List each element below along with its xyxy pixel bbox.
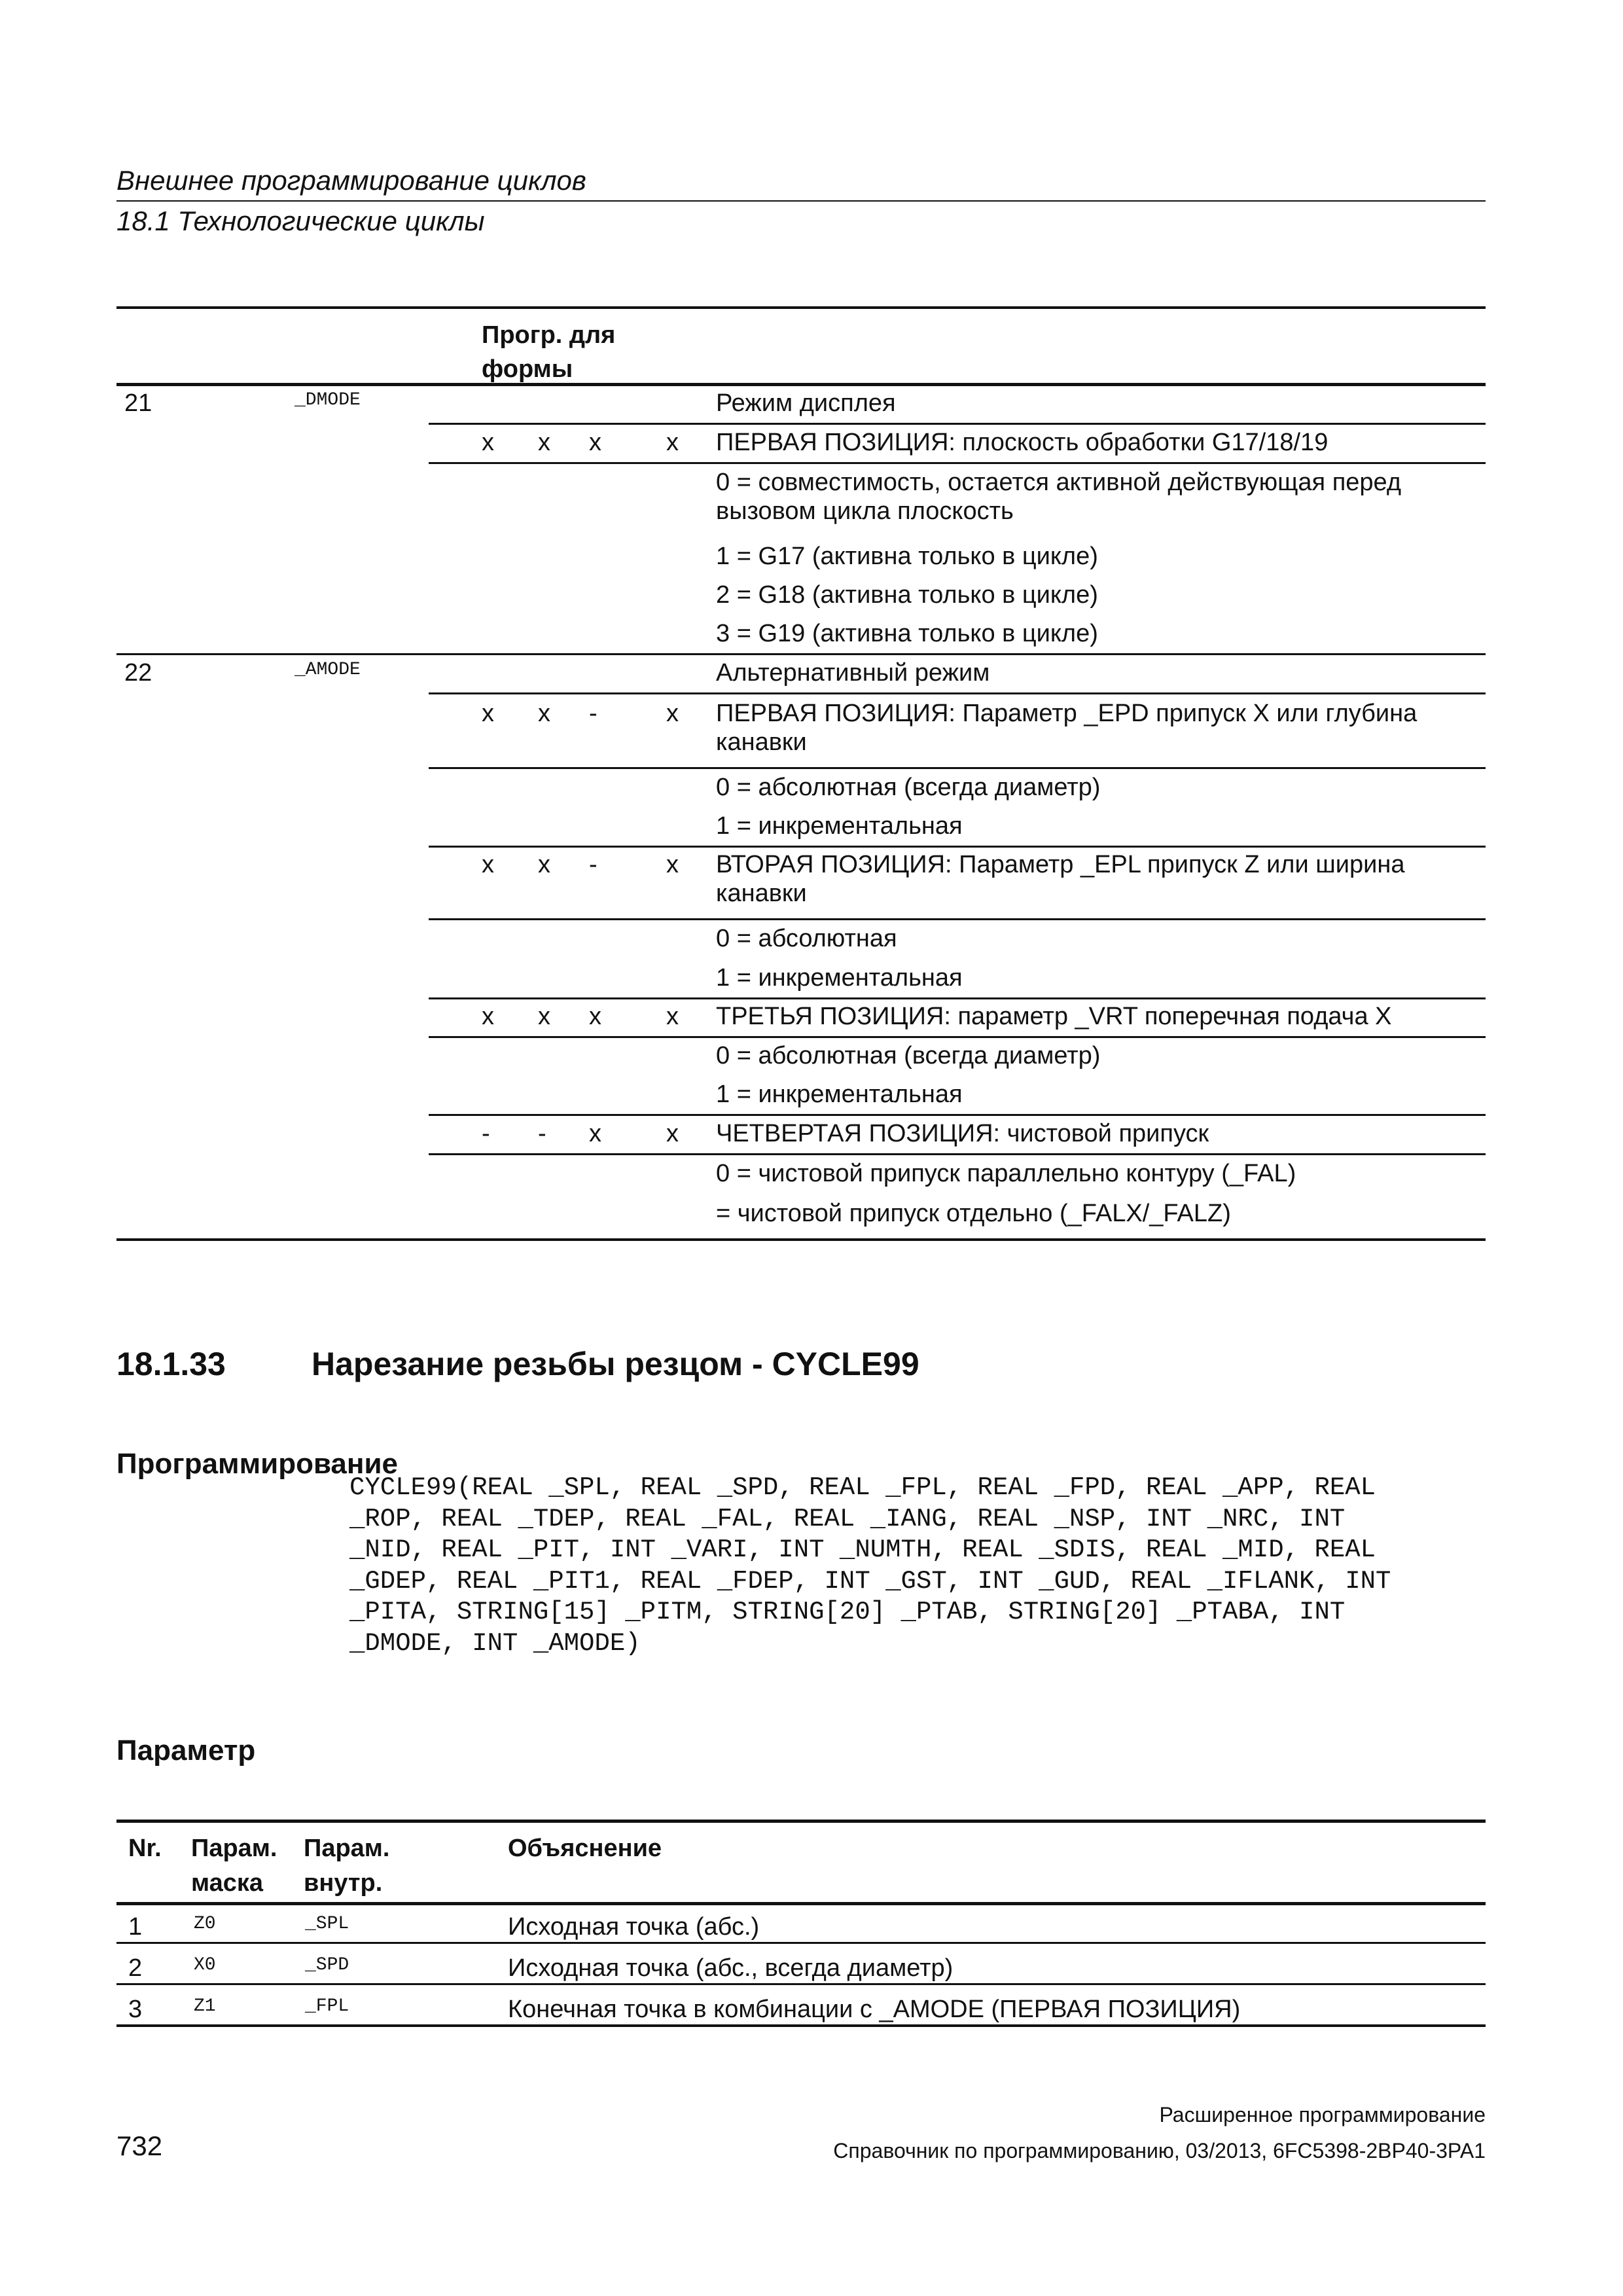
- row-rule: [429, 846, 1486, 848]
- applicability-mark: x: [666, 1120, 679, 1147]
- applicability-mark: x: [666, 1003, 679, 1030]
- applicability-mark: -: [589, 700, 597, 727]
- row-description: вызовом цикла плоскость: [716, 497, 1014, 525]
- applicability-mark: x: [482, 429, 494, 456]
- row-rule: [429, 918, 1486, 920]
- row-number: 21: [124, 389, 152, 417]
- section-title: Нарезание резьбы резцом - CYCLE99: [312, 1346, 919, 1382]
- row-parameter: _AMODE: [294, 660, 361, 680]
- parameter-heading: Параметр: [116, 1734, 256, 1767]
- row-rule: [429, 997, 1486, 999]
- row-description: ТРЕТЬЯ ПОЗИЦИЯ: параметр _VRT поперечная подача X: [716, 1003, 1392, 1030]
- table-bottom-rule: [116, 2024, 1486, 2027]
- row-explanation: Исходная точка (абс.): [508, 1913, 760, 1941]
- header-mask: маска: [191, 1869, 264, 1897]
- row-nr: 3: [128, 1996, 143, 2023]
- row-description: ЧЕТВЕРТАЯ ПОЗИЦИЯ: чистовой припуск: [716, 1120, 1209, 1147]
- applicability-mark: x: [538, 1003, 550, 1030]
- applicability-mark: x: [666, 429, 679, 456]
- row-description: 1 = инкрементальная: [716, 812, 963, 840]
- row-rule: [429, 1153, 1486, 1155]
- row-nr: 1: [128, 1913, 143, 1941]
- row-parameter: _DMODE: [294, 390, 361, 410]
- section-number: 18.1.33: [116, 1346, 226, 1382]
- row-rule: [429, 767, 1486, 769]
- row-description: канавки: [716, 728, 807, 756]
- applicability-mark: x: [538, 851, 550, 878]
- row-description: 0 = чистовой припуск параллельно контуру (_FAL): [716, 1160, 1296, 1187]
- page-number: 732: [116, 2130, 163, 2161]
- header-internal: внутр.: [304, 1869, 383, 1897]
- row-description: 0 = абсолютная: [716, 925, 897, 952]
- row-description: 0 = совместимость, остается активной действующая перед: [716, 469, 1402, 496]
- row-explanation: Исходная точка (абс., всегда диаметр): [508, 1954, 954, 1982]
- header-rule: [116, 200, 1486, 202]
- header-mask: Парам.: [191, 1835, 277, 1862]
- row-description: 1 = инкрементальная: [716, 1081, 963, 1108]
- table-top-rule: [116, 1820, 1486, 1823]
- row-description: ПЕРВАЯ ПОЗИЦИЯ: Параметр _EPD припуск X или глубина: [716, 700, 1418, 727]
- table-bottom-rule: [116, 1238, 1486, 1241]
- applicability-mark: x: [482, 700, 494, 727]
- row-rule: [429, 692, 1486, 694]
- row-explanation: Конечная точка в комбинации с _AMODE (ПЕРВАЯ ПОЗИЦИЯ): [508, 1996, 1241, 2023]
- applicability-mark: x: [482, 1003, 494, 1030]
- row-rule: [429, 423, 1486, 425]
- row-nr: 2: [128, 1954, 143, 1982]
- header-nr: Nr.: [128, 1835, 162, 1862]
- programming-heading: Программирование: [116, 1448, 398, 1480]
- header-internal: Парам.: [304, 1835, 390, 1862]
- applicability-mark: x: [589, 429, 601, 456]
- row-description: Альтернативный режим: [716, 659, 990, 687]
- row-description: Режим дисплея: [716, 389, 896, 417]
- cycle99-syntax: [349, 1473, 1391, 1659]
- header-explanation: Объяснение: [508, 1835, 662, 1862]
- applicability-mark: -: [589, 851, 597, 878]
- row-internal: _SPD: [305, 1955, 349, 1975]
- row-description: канавки: [716, 880, 807, 907]
- row-rule: [429, 1036, 1486, 1038]
- row-rule: [429, 462, 1486, 464]
- row-description: 1 = инкрементальная: [716, 964, 963, 992]
- applicability-mark: x: [666, 700, 679, 727]
- header-rule: [116, 1902, 1486, 1905]
- row-description: 0 = абсолютная (всегда диаметр): [716, 1042, 1101, 1069]
- column-header: Прогр. для: [482, 321, 616, 349]
- row-description: ПЕРВАЯ ПОЗИЦИЯ: плоскость обработки G17/18/19: [716, 429, 1329, 456]
- code-line: _ROP, REAL _TDEP, REAL _FAL, REAL _IANG, REAL _NSP, INT _NRC, INT: [349, 1504, 1346, 1534]
- applicability-mark: x: [589, 1120, 601, 1147]
- row-rule: [429, 1114, 1486, 1116]
- row-mask: X0: [194, 1955, 216, 1975]
- code-line: _PITA, STRING[15] _PITM, STRING[20] _PTAB, STRING[20] _PTABA, INT: [349, 1598, 1346, 1626]
- row-rule: [116, 653, 1486, 655]
- running-header-section: 18.1 Технологические циклы: [116, 206, 485, 236]
- row-mask: Z0: [194, 1914, 216, 1934]
- applicability-mark: x: [538, 700, 550, 727]
- row-description: ВТОРАЯ ПОЗИЦИЯ: Параметр _EPL припуск Z или ширина: [716, 851, 1405, 878]
- code-line: CYCLE99(REAL _SPL, REAL _SPD, REAL _FPL, REAL _FPD, REAL _APP, REAL: [349, 1473, 1376, 1502]
- row-description: 1 = G17 (активна только в цикле): [716, 543, 1098, 570]
- row-number: 22: [124, 659, 152, 687]
- running-header-chapter: Внешнее программирование циклов: [116, 165, 586, 196]
- code-line: _GDEP, REAL _PIT1, REAL _FDEP, INT _GST, INT _GUD, REAL _IFLANK, INT: [349, 1566, 1391, 1596]
- row-internal: _SPL: [305, 1914, 349, 1934]
- table-top-rule: [116, 306, 1486, 309]
- applicability-mark: x: [482, 851, 494, 878]
- row-description: 0 = абсолютная (всегда диаметр): [716, 774, 1101, 801]
- applicability-mark: x: [666, 851, 679, 878]
- row-rule: [116, 1942, 1486, 1944]
- code-line: _DMODE, INT _AMODE): [349, 1628, 641, 1658]
- applicability-mark: -: [482, 1120, 490, 1147]
- column-header: формы: [482, 355, 573, 383]
- applicability-mark: x: [589, 1003, 601, 1030]
- row-mask: Z1: [194, 1996, 216, 2017]
- row-rule: [116, 1983, 1486, 1985]
- row-description: 3 = G19 (активна только в цикле): [716, 620, 1098, 647]
- footer-title: Расширенное программирование: [1159, 2103, 1486, 2126]
- code-line: _NID, REAL _PIT, INT _VARI, INT _NUMTH, REAL _SDIS, REAL _MID, REAL: [349, 1535, 1376, 1564]
- row-internal: _FPL: [305, 1996, 349, 2017]
- row-description: = чистовой припуск отдельно (_FALX/_FALZ): [716, 1200, 1231, 1227]
- applicability-mark: x: [538, 429, 550, 456]
- row-description: 2 = G18 (активна только в цикле): [716, 581, 1098, 609]
- applicability-mark: -: [538, 1120, 546, 1147]
- footer-reference: Справочник по программированию, 03/2013, 6FC5398-2BP40-3PA1: [833, 2139, 1486, 2162]
